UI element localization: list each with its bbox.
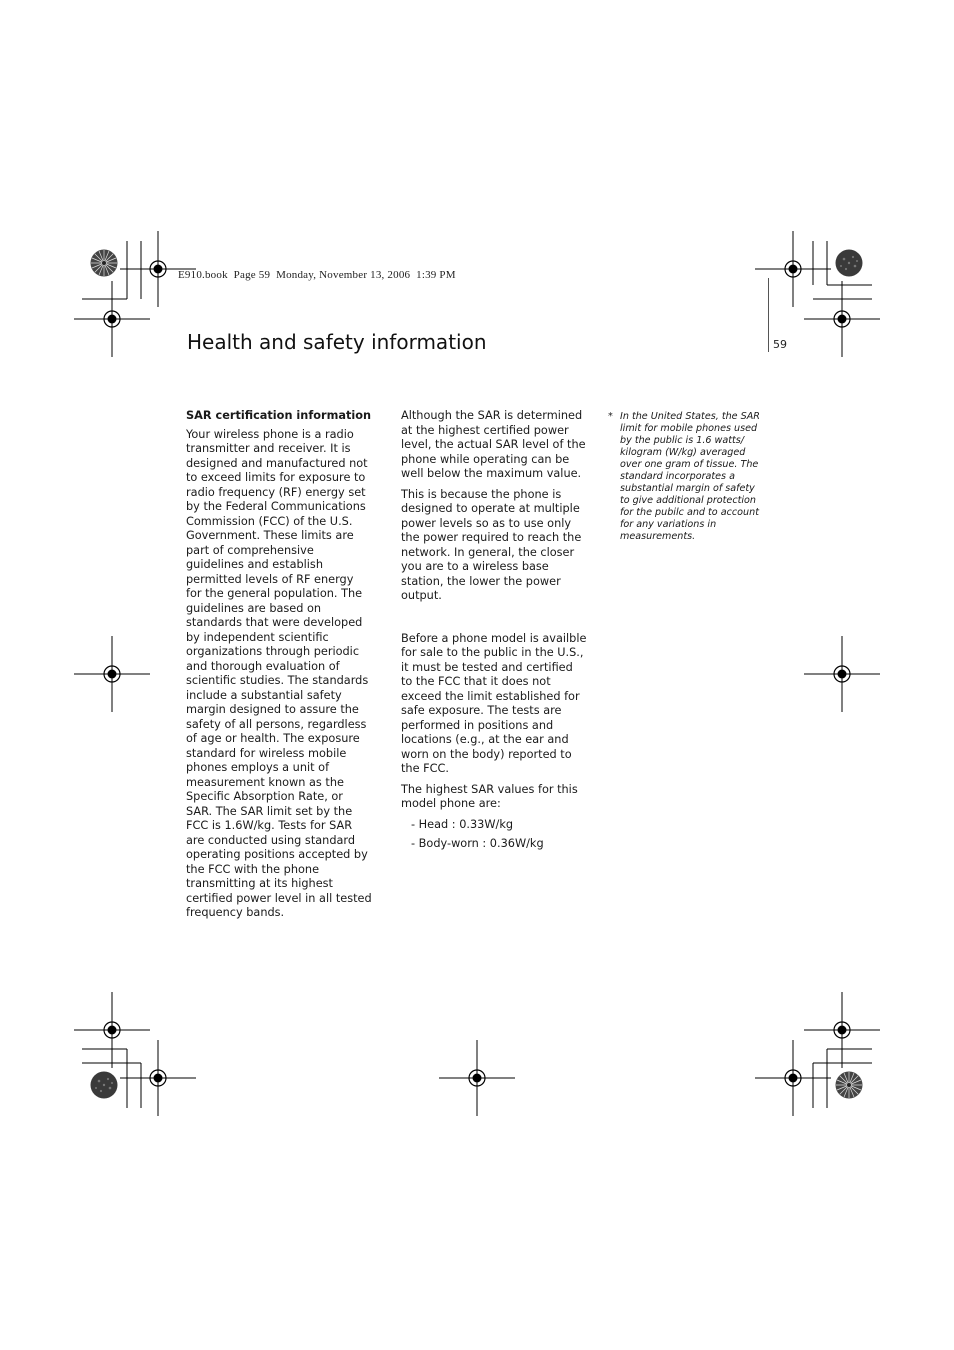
column-1 [186, 409, 372, 927]
registration-mark-middle-left [74, 636, 150, 712]
body-paragraph: This is because the phone is designed to operate at multiple power levels so as to use only the power required to reach the network. In general, the closer you are to a wireless base station, the lower the power output. [401, 487, 582, 602]
body-paragraph: Your wireless phone is a radio transmitter and receiver. It is designed and manufactured not to exceed limits for exposure to radio frequency (RF) energy set by the Federal Communications Commission (FCC) of the U.S. Government. These limits are part of comprehensive guidelines and establish permitted levels of RF energy for the general population. The guidelines are based on standards that were developed by independent scientific organizations through periodic and thorough evaluation of scientific studies. The standards include a substantial safety margin designed to assure the safety of all persons, regardless of age or health. The exposure standard for wireless mobile phones employs a unit of measurement known as the Specific Absorption Rate, or SAR. The SAR limit set by the FCC is 1.6W/kg. Tests for SAR are conducted using standard operating positions accepted by the FCC with the phone transmitting at its highest certified power level in all tested frequency bands. [186, 427, 372, 919]
page-number-rule [768, 278, 769, 352]
sar-value-head: - Head : 0.33W/kg [411, 817, 514, 831]
registration-mark-bottom-left-b [120, 1040, 196, 1116]
starburst-mark-top-left [91, 250, 118, 277]
body-paragraph: Although the SAR is determined at the highest certified power level, the actual SAR level of the phone while operating can be well below the maximum value. [401, 409, 586, 480]
starburst-mark-bottom-right [836, 1072, 863, 1099]
registration-mark-top-right-a [755, 231, 831, 307]
page-number: 59 [773, 338, 787, 351]
body-paragraph: Before a phone model is availble for sale to the public in the U.S., it must be tested and certified to the FCC that it does not exceed the limit established for safe exposure. The tests are performed in positions and locations (e.g., at the ear and worn on the body) reported to the FCC. [401, 631, 587, 775]
print-slug: E910.book Page 59 Monday, November 13, 2006 1:39 PM [178, 269, 456, 281]
page-title: Health and safety information [187, 330, 487, 354]
column-2 [401, 409, 587, 857]
registration-mark-middle-right [804, 636, 880, 712]
body-paragraph: The highest SAR values for this model phone are: [401, 782, 578, 810]
registration-mark-top-right-b [804, 281, 880, 357]
sar-value-body-worn: - Body-worn : 0.36W/kg [411, 837, 544, 850]
dotball-mark-bottom-left [91, 1072, 118, 1099]
registration-mark-bottom-right-b [755, 1040, 831, 1116]
registration-mark-bottom-left-a [74, 992, 150, 1068]
footnote-marker: * [608, 411, 613, 422]
footnote-text: In the United States, the SAR limit for mobile phones used by the public is 1.6 watts/ kilogram (W/kg) averaged over one gram of tissue. The standard incorporates a substantial margin of safety to give additional protection for the pubilc and to account for any variations in measurements. [620, 411, 760, 542]
dotball-mark-top-right [836, 250, 863, 277]
registration-mark-bottom-right-a [804, 992, 880, 1068]
registration-mark-bottom-center [439, 1040, 515, 1116]
registration-mark-top-left-b [74, 281, 150, 357]
footnote [608, 411, 764, 543]
section-heading: SAR certification information [186, 409, 372, 422]
